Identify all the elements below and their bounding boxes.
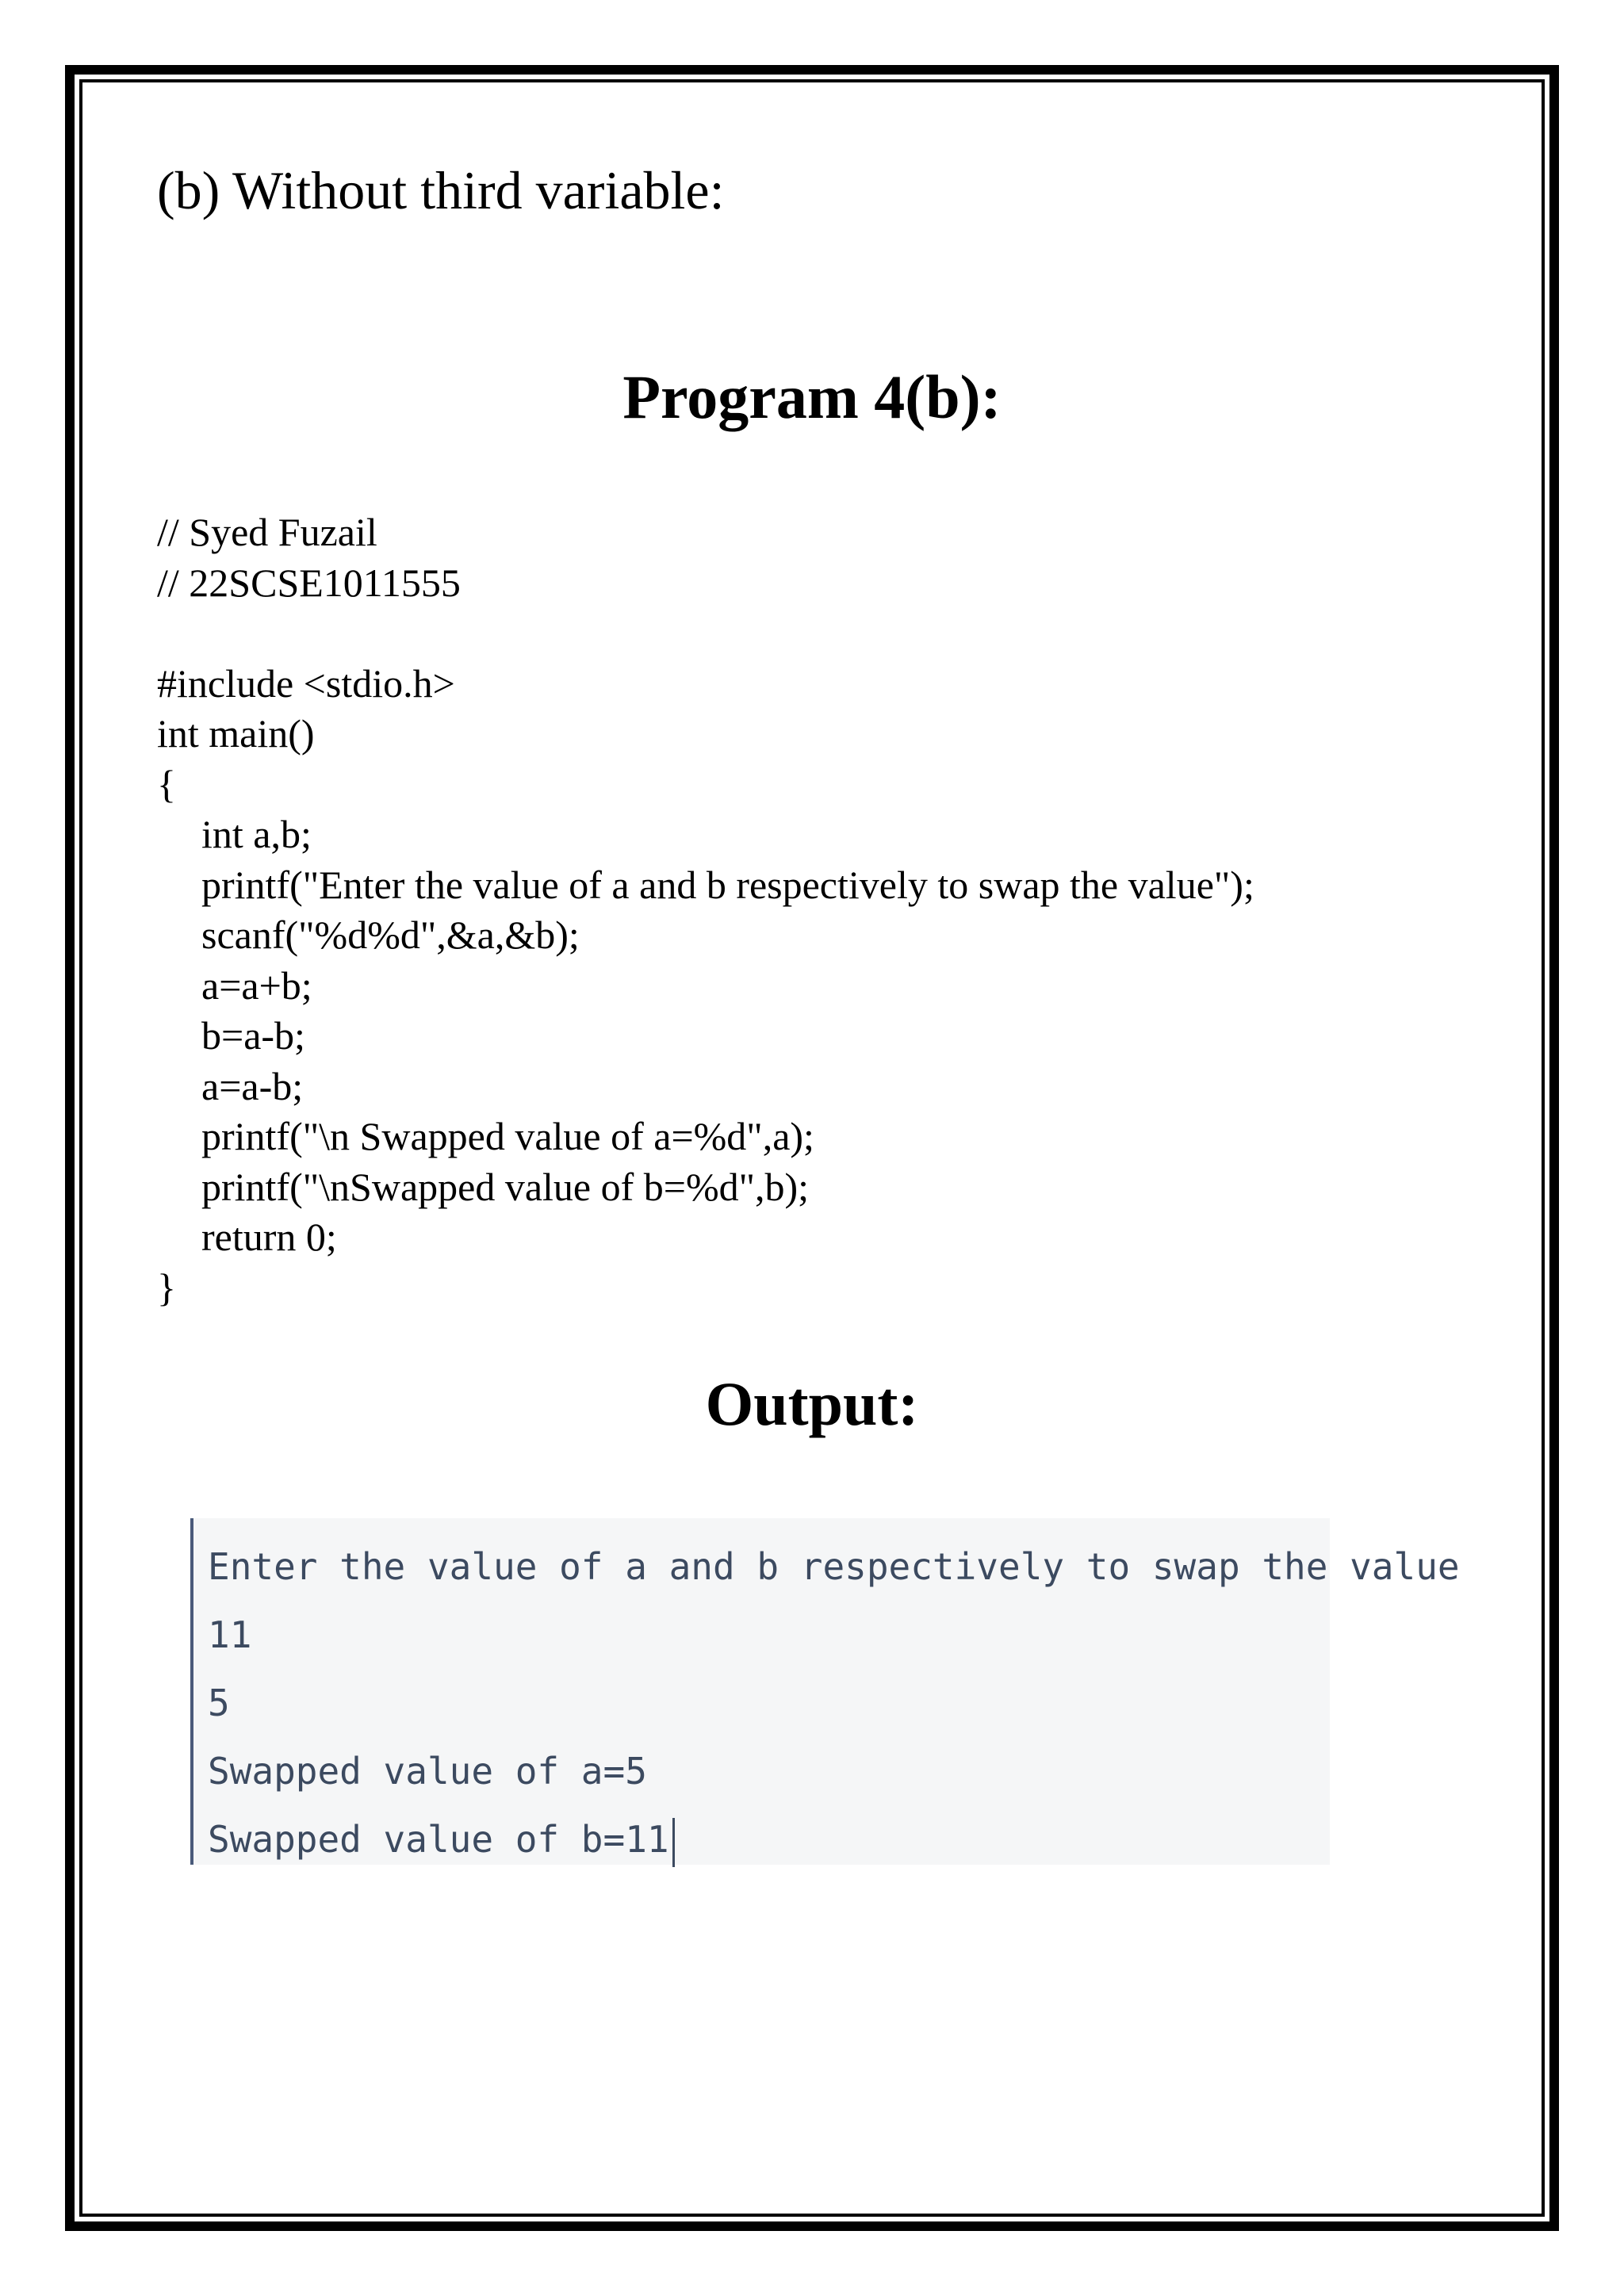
- code-line: printf("\nSwapped value of b=%d",b);: [201, 1164, 810, 1209]
- code-line: // 22SCSE1011555: [157, 560, 461, 605]
- code-line: int a,b;: [201, 812, 312, 856]
- console-line: Enter the value of a and b respectively to swap the value: [208, 1545, 1460, 1588]
- code-line: b=a-b;: [201, 1013, 305, 1058]
- code-line: printf("Enter the value of a and b respectively to swap the value");: [201, 862, 1254, 907]
- code-line: #include <stdio.h>: [157, 660, 455, 706]
- code-line: {: [157, 761, 176, 806]
- console-line: 5: [208, 1682, 230, 1724]
- code-line: return 0;: [201, 1215, 337, 1259]
- code-line: a=a+b;: [201, 962, 312, 1008]
- code-line: }: [157, 1265, 176, 1310]
- console-line: Swapped value of a=5: [208, 1750, 647, 1793]
- program-title: Program 4(b):: [622, 362, 1002, 431]
- code-line: a=a-b;: [201, 1063, 304, 1108]
- code-line: scanf("%d%d",&a,&b);: [201, 913, 580, 957]
- text-caret: [672, 1818, 675, 1867]
- code-line: printf("\n Swapped value of a=%d",a);: [201, 1114, 814, 1158]
- code-line: [157, 608, 1505, 659]
- console-output-screenshot: [190, 1518, 1460, 1865]
- output-title: Output:: [705, 1369, 919, 1438]
- console-line-text: Swapped value of b=11: [208, 1818, 669, 1861]
- code-line: // Syed Fuzail: [157, 510, 377, 554]
- console-last-line: [208, 1805, 1330, 1873]
- console-line: 11: [208, 1613, 252, 1656]
- code-block: [157, 507, 1505, 1313]
- section-heading: (b) Without third variable:: [157, 160, 725, 220]
- code-line: int main(): [157, 711, 315, 756]
